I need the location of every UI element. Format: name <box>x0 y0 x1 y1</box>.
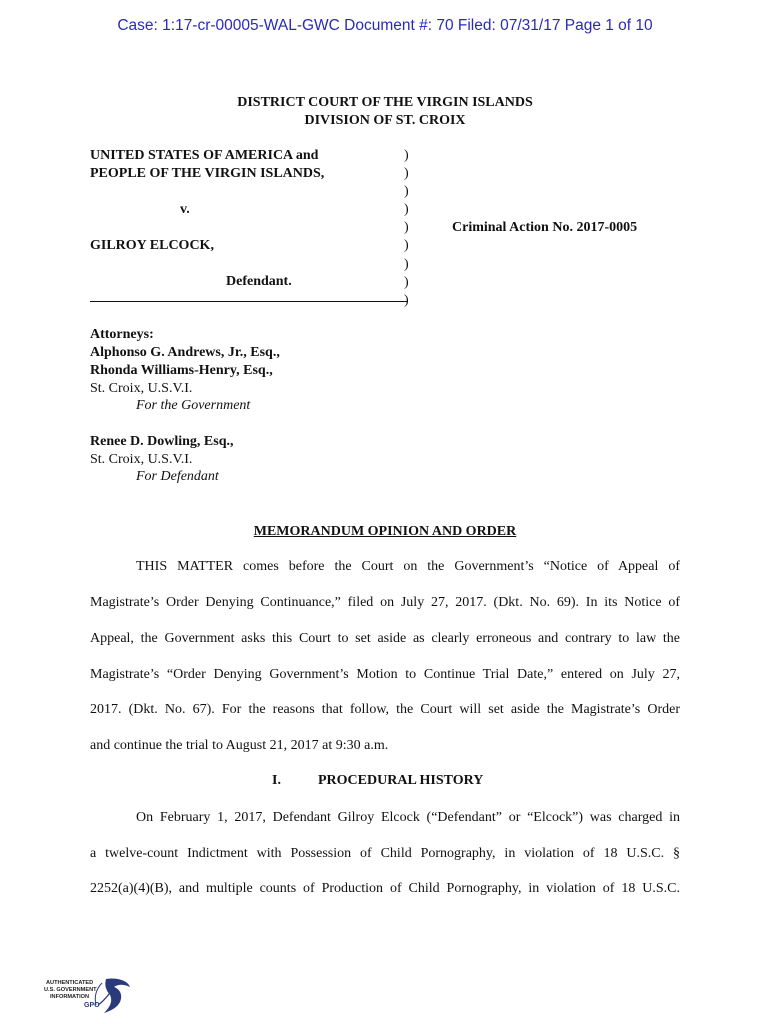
gpo-logo-line1: AUTHENTICATED <box>46 980 94 986</box>
court-name: DISTRICT COURT OF THE VIRGIN ISLANDS <box>237 95 533 110</box>
caption-plaintiff-line1: UNITED STATES OF AMERICA and <box>90 148 319 163</box>
attorneys-heading: Attorneys: <box>90 327 154 342</box>
paren: ) <box>404 238 409 254</box>
gov-attorney-role: For the Government <box>136 398 251 413</box>
paren: ) <box>404 256 409 272</box>
paragraph-line: 2017. (Dkt. No. 67). For the reasons that follow, the Court will set aside the Magistrate’s Order <box>90 702 680 717</box>
criminal-action-number: Criminal Action No. 2017-0005 <box>452 220 638 235</box>
paren: ) <box>404 202 409 218</box>
paren: ) <box>404 292 409 308</box>
gpo-logo-line2: U.S. GOVERNMENT <box>44 987 97 993</box>
paren: ) <box>404 148 409 163</box>
caption-paren-column <box>404 147 409 310</box>
caption-defendant-name: GILROY ELCOCK, <box>90 238 214 253</box>
gov-attorney-1: Alphonso G. Andrews, Jr., Esq., <box>90 345 280 360</box>
section-numeral: I. <box>272 773 281 788</box>
def-attorney-location: St. Croix, U.S.V.I. <box>90 452 193 467</box>
def-attorney-role: For Defendant <box>136 469 219 484</box>
gpo-logo-mark: GPO <box>84 1002 100 1009</box>
caption-versus: v. <box>180 202 190 217</box>
court-division: DIVISION OF ST. CROIX <box>304 113 466 128</box>
section-title: PROCEDURAL HISTORY <box>318 773 484 788</box>
gpo-eagle-icon <box>44 975 134 1019</box>
caption-plaintiff-line2: PEOPLE OF THE VIRGIN ISLANDS, <box>90 166 325 181</box>
paren: ) <box>404 220 409 236</box>
paragraph-line: a twelve-count Indictment with Possession of Child Pornography, in violation of 18 U.S.C. § <box>90 846 680 861</box>
paragraph-line: Appeal, the Government asks this Court to set aside as clearly erroneous and contrary to law the <box>90 631 680 646</box>
def-attorney: Renee D. Dowling, Esq., <box>90 434 234 449</box>
caption-defendant-label: Defendant. <box>226 274 292 289</box>
gpo-logo-line3: INFORMATION <box>50 994 90 1000</box>
gov-attorney-2: Rhonda Williams-Henry, Esq., <box>90 363 273 378</box>
memorandum-title: MEMORANDUM OPINION AND ORDER <box>253 524 517 539</box>
paragraph-line: THIS MATTER comes before the Court on the Government’s “Notice of Appeal of <box>136 559 680 574</box>
paragraph-line: 2252(a)(4)(B), and multiple counts of Production of Child Pornography, in violation of 18 U.S.C. <box>90 881 680 896</box>
caption-underline <box>90 301 408 302</box>
paren: ) <box>404 166 409 182</box>
paren: ) <box>404 274 409 290</box>
paragraph-line: and continue the trial to August 21, 2017 at 9:30 a.m. <box>90 738 389 753</box>
gov-attorney-location: St. Croix, U.S.V.I. <box>90 381 193 396</box>
paragraph-line: Magistrate’s Order Denying Continuance,” filed on July 27, 2017. (Dkt. No. 69). In its Notice of <box>90 595 680 610</box>
paragraph-line: Magistrate’s “Order Denying Government’s Motion to Continue Trial Date,” entered on July 27, <box>90 667 680 682</box>
case-header-stamp: Case: 1:17-cr-00005-WAL-GWC Document #: 70 Filed: 07/31/17 Page 1 of 10 <box>117 17 653 34</box>
paren: ) <box>404 184 409 200</box>
gpo-authentication-logo <box>44 975 134 1019</box>
paragraph-line: On February 1, 2017, Defendant Gilroy Elcock (“Defendant” or “Elcock”) was charged in <box>136 810 680 825</box>
